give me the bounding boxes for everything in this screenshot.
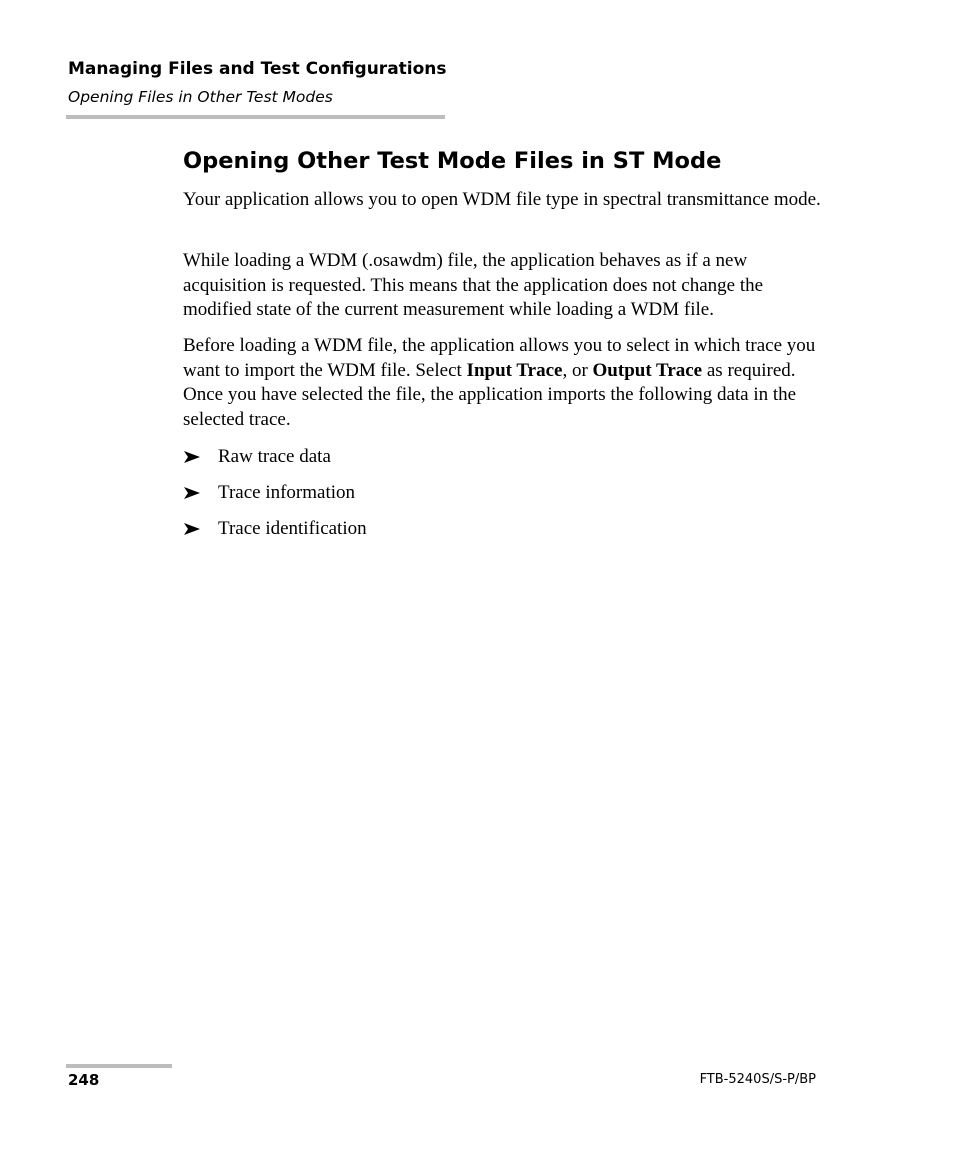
paragraph-intro: Your application allows you to open WDM file type in spectral transmittance mode. — [183, 189, 821, 210]
paragraph-trace-selection — [183, 334, 823, 433]
arrowhead-bullet-icon — [183, 445, 201, 469]
paragraph-text-part: as required. Once you have selected the file, the application imports the following data in the selected trace. — [183, 359, 797, 431]
paragraph-loading-behavior: While loading a WDM (.osawdm) file, the application behaves as if a new acquisition is requested. This means that the application does not change the modified state of the current measurement while loading a WDM file. — [183, 250, 764, 321]
output-trace-term: Output Trace — [592, 359, 703, 381]
chapter-title: Managing Files and Test Configurations — [68, 59, 447, 79]
product-code: FTB-5240S/S-P/BP — [699, 1072, 816, 1087]
page-number: 248 — [68, 1071, 100, 1089]
section-heading: Opening Other Test Mode Files in ST Mode — [183, 148, 722, 174]
arrowhead-bullet-icon — [183, 517, 201, 541]
paragraph-text-part: Before loading a WDM file, the application allows you to select in which trace you want to import the WDM file. Select — [183, 335, 816, 381]
paragraph-text-part: , or — [562, 359, 593, 381]
list-item-text: Raw trace data — [218, 446, 331, 467]
list-item-text: Trace information — [218, 482, 356, 503]
arrowhead-bullet-icon — [183, 481, 201, 505]
input-trace-term: Input Trace — [466, 359, 563, 381]
footer-divider — [66, 1064, 172, 1068]
header-divider — [66, 115, 445, 119]
list-item-text: Trace identification — [218, 518, 367, 539]
section-subtitle: Opening Files in Other Test Modes — [68, 88, 333, 106]
